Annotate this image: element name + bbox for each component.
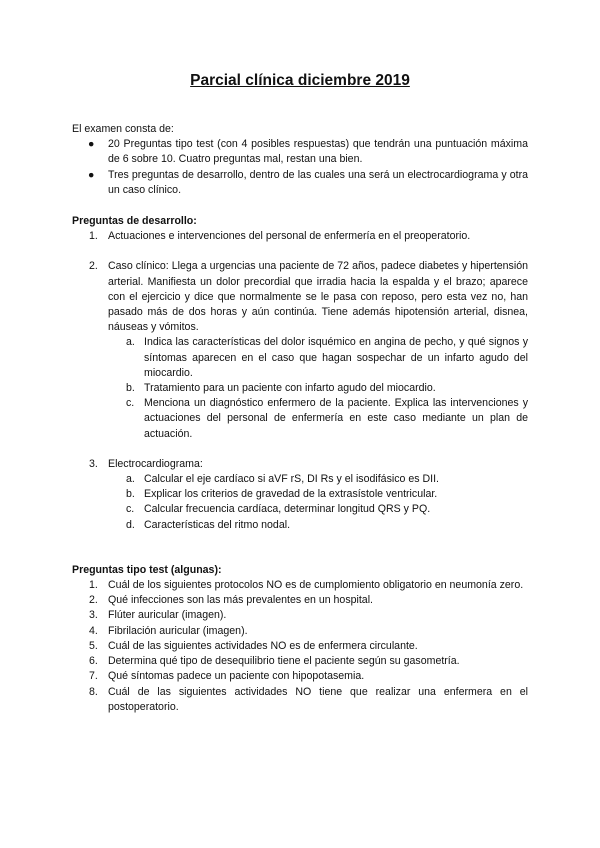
item-text: Cuál de las siguientes actividades NO tiene que realizar una enfermera en el postoperatorio. bbox=[108, 685, 528, 713]
section-heading-desarrollo: Preguntas de desarrollo: bbox=[72, 215, 197, 228]
case-text: Caso clínico: Llega a urgencias una paciente de 72 años, padece diabetes y hipertensión arterial. Manifiesta un dolor precordial que irradia hacia la espalda y el brazo; aparece con el ejercicio y dice que normalmente se le pasa con reposo, pero esta vez no, han pasado más de dos horas y aún continúa. Tiene además hipotensión arterial, disnea, náuseas y vómitos. bbox=[108, 260, 528, 334]
list-item-text: Tres preguntas de desarrollo, dentro de las cuales una será un electrocardiograma y otra un caso clínico. bbox=[108, 168, 528, 196]
item-text: Actuaciones e intervenciones del personal de enfermería en el preoperatorio. bbox=[108, 230, 471, 243]
item-number: 3. bbox=[89, 457, 98, 470]
intro-text: El examen consta de: bbox=[72, 123, 174, 135]
sub-item-text: Explicar los criterios de gravedad de la extrasístole ventricular. bbox=[144, 488, 438, 501]
item-text: Determina qué tipo de desequilibrio tiene el paciente según su gasometría. bbox=[108, 655, 460, 668]
item-text: Cuál de las siguientes actividades NO es de enfermera circulante. bbox=[108, 639, 418, 652]
sub-item-letter: a. bbox=[126, 336, 135, 349]
sub-item bbox=[72, 502, 528, 517]
item-text: Cuál de los siguientes protocolos NO es de cumplomiento obligatorio en neumonía zero. bbox=[108, 579, 524, 592]
sub-item-text: Características del ritmo nodal. bbox=[144, 518, 291, 531]
sub-item bbox=[72, 472, 528, 487]
spacer bbox=[72, 533, 528, 563]
exam-structure-list bbox=[72, 137, 528, 198]
item-number: 2. bbox=[89, 594, 98, 607]
list-item bbox=[72, 654, 528, 669]
sub-item-text: Menciona un diagnóstico enfermero de la paciente. Explica las intervenciones y actuaciones del personal de enfermería en este caso mediante un plan de actuación. bbox=[144, 397, 528, 440]
document-body bbox=[72, 122, 528, 715]
sub-item bbox=[72, 396, 528, 442]
bullet-marker: ● bbox=[88, 168, 95, 181]
list-item bbox=[72, 639, 528, 654]
sub-item bbox=[72, 335, 528, 381]
sub-item-letter: c. bbox=[126, 397, 135, 410]
list-item bbox=[72, 593, 528, 608]
spacer bbox=[72, 442, 528, 457]
item-number: 2. bbox=[89, 260, 98, 273]
list-item bbox=[72, 457, 528, 472]
list-item bbox=[72, 624, 528, 639]
sub-item bbox=[72, 381, 528, 396]
item-number: 8. bbox=[89, 685, 98, 698]
item-number: 5. bbox=[89, 639, 98, 652]
spacer bbox=[72, 244, 528, 259]
list-item bbox=[72, 137, 528, 167]
item-number: 1. bbox=[89, 579, 98, 592]
list-item bbox=[72, 168, 528, 198]
sub-item-text: Indica las características del dolor isquémico en angina de pecho, y qué signos y síntomas aparecen en el caso que hagan sospechar de un infarto agudo del miocardio. bbox=[144, 336, 528, 379]
item-number: 3. bbox=[89, 609, 98, 622]
desarrollo-list bbox=[72, 229, 528, 335]
sub-item bbox=[72, 487, 528, 502]
sub-item-letter: a. bbox=[126, 473, 135, 486]
item-number: 4. bbox=[89, 624, 98, 637]
list-item bbox=[72, 608, 528, 623]
item-text: Qué infecciones son las más prevalentes en un hospital. bbox=[108, 594, 373, 607]
list-item-text: 20 Preguntas tipo test (con 4 posibles respuestas) que tendrán una puntuación máxima de 6 sobre 10. Cuatro preguntas mal, restan una bien. bbox=[108, 138, 528, 166]
sub-item-text: Tratamiento para un paciente con infarto agudo del miocardio. bbox=[144, 382, 436, 395]
sub-item-letter: d. bbox=[126, 518, 135, 531]
item-number: 1. bbox=[89, 230, 98, 243]
section-heading-test: Preguntas tipo test (algunas): bbox=[72, 563, 222, 576]
list-item bbox=[72, 685, 528, 715]
sub-item-letter: c. bbox=[126, 503, 135, 516]
page-title: Parcial clínica diciembre 2019 bbox=[190, 72, 410, 89]
sub-item-letter: b. bbox=[126, 488, 135, 501]
sub-item-text: Calcular el eje cardíaco si aVF rS, DI Rs y el isodifásico es DII. bbox=[144, 473, 439, 486]
list-item bbox=[72, 578, 528, 593]
list-item bbox=[72, 669, 528, 684]
list-item bbox=[72, 259, 528, 335]
sub-item-text: Calcular frecuencia cardíaca, determinar longitud QRS y PQ. bbox=[144, 503, 431, 516]
item-text: Electrocardiograma: bbox=[108, 457, 203, 470]
sub-item bbox=[72, 518, 528, 533]
item-text: Fibrilación auricular (imagen). bbox=[108, 624, 248, 637]
ecg-sublist bbox=[72, 472, 528, 533]
bullet-marker: ● bbox=[88, 138, 95, 151]
desarrollo-list-cont bbox=[72, 457, 528, 472]
item-text: Qué síntomas padece un paciente con hipopotasemia. bbox=[108, 670, 365, 683]
test-question-list bbox=[72, 578, 528, 715]
sub-item-letter: b. bbox=[126, 382, 135, 395]
item-number: 7. bbox=[89, 670, 98, 683]
list-item bbox=[72, 229, 528, 244]
item-number: 6. bbox=[89, 655, 98, 668]
case-sublist bbox=[72, 335, 528, 441]
item-text: Flúter auricular (imagen). bbox=[108, 609, 227, 622]
